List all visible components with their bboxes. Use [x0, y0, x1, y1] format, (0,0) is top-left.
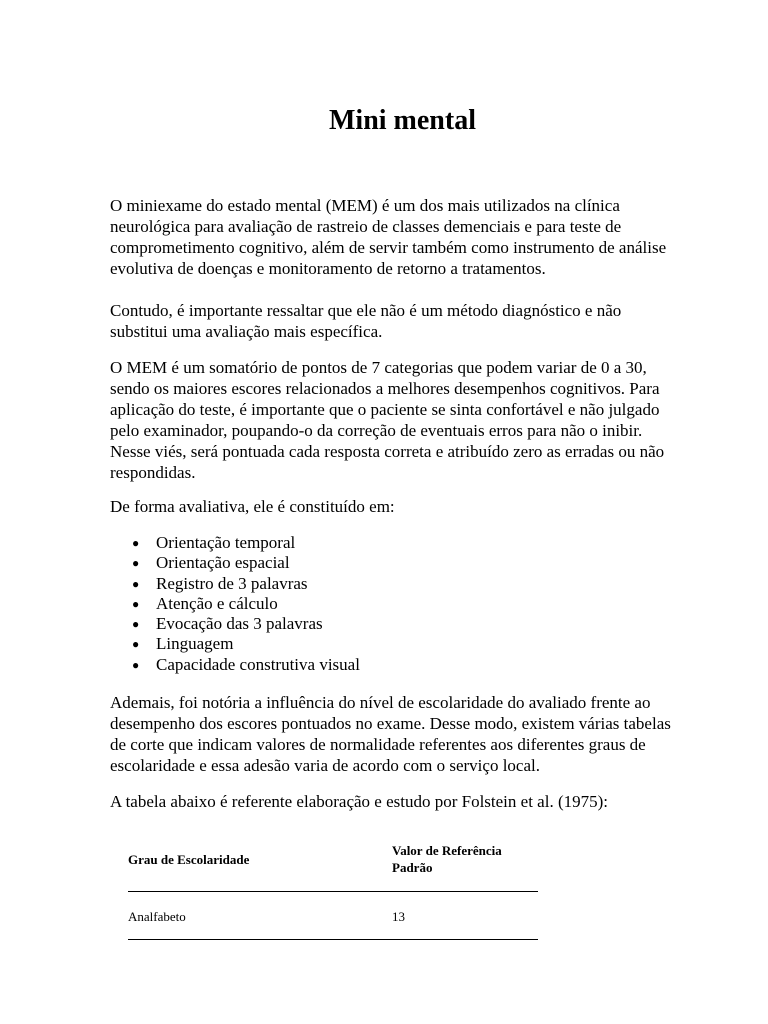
table-divider	[128, 891, 538, 892]
category-list	[110, 533, 675, 675]
list-item-label: Orientação espacial	[156, 553, 290, 573]
table-cell-reference: 13	[392, 909, 405, 924]
table-cell-education: Analfabeto	[128, 909, 186, 924]
list-item	[110, 533, 675, 553]
bullet-icon: ●	[132, 617, 140, 632]
list-item	[110, 594, 675, 614]
list-item	[110, 553, 675, 573]
bullet-icon: ●	[132, 556, 140, 571]
bullet-icon: ●	[132, 657, 140, 672]
list-item-label: Orientação temporal	[156, 533, 296, 552]
table-divider	[128, 939, 538, 940]
paragraph-table-intro: A tabela abaixo é referente elaboração e estudo por Folstein et al. (1975):	[110, 792, 608, 811]
list-item	[110, 574, 675, 594]
table-header-reference: Valor de Referência Padrão	[392, 843, 502, 875]
paragraph-education: Ademais, foi notória a influência do nível de escolaridade do avaliado frente ao desempenho dos escores pontuados no exame. Desse modo, existem várias tabelas de corte que indicam valores de normalidade referentes aos diferentes graus de escolaridade e essa adesão varia de acordo com o serviço local.	[110, 693, 671, 775]
list-item-label: Capacidade construtiva visual	[156, 654, 360, 674]
table-header-education: Grau de Escolaridade	[128, 852, 250, 867]
paragraph-scoring: O MEM é um somatório de pontos de 7 categorias que podem variar de 0 a 30, sendo os maiores escores relacionados a melhores desempenhos cognitivos. Para aplicação do teste, é importante que o paciente se sinta confortável e não julgado pelo examinador, poupando-o da correção de eventuais erros para não o inibir. Nesse viés, será pontuada cada resposta correta e atribuído zero as erradas ou não respondidas.	[110, 358, 665, 482]
list-item-label: Registro de 3 palavras	[156, 573, 308, 593]
paragraph-disclaimer: Contudo, é importante ressaltar que ele não é um método diagnóstico e não substitui uma avaliação mais específica.	[110, 301, 622, 341]
bullet-icon: ●	[132, 536, 140, 550]
bullet-icon: ●	[132, 637, 140, 652]
bullet-icon: ●	[132, 596, 140, 611]
list-item	[110, 655, 675, 675]
list-item-label: Linguagem	[156, 634, 234, 654]
list-item	[110, 634, 675, 654]
paragraph-list-intro: De forma avaliativa, ele é constituído em:	[110, 497, 395, 516]
bullet-icon: ●	[132, 576, 140, 591]
list-item-label: Evocação das 3 palavras	[156, 614, 323, 634]
list-item-label: Atenção e cálculo	[156, 593, 278, 613]
list-item	[110, 614, 675, 634]
paragraph-intro: O miniexame do estado mental (MEM) é um dos mais utilizados na clínica neurológica para avaliação de rastreio de classes demenciais e para teste de comprometimento cognitivo, além de servir também como instrumento de análise evolutiva de doenças e monitoramento de retorno a tratamentos.	[110, 196, 667, 278]
document-title: Mini mental	[329, 105, 476, 136]
